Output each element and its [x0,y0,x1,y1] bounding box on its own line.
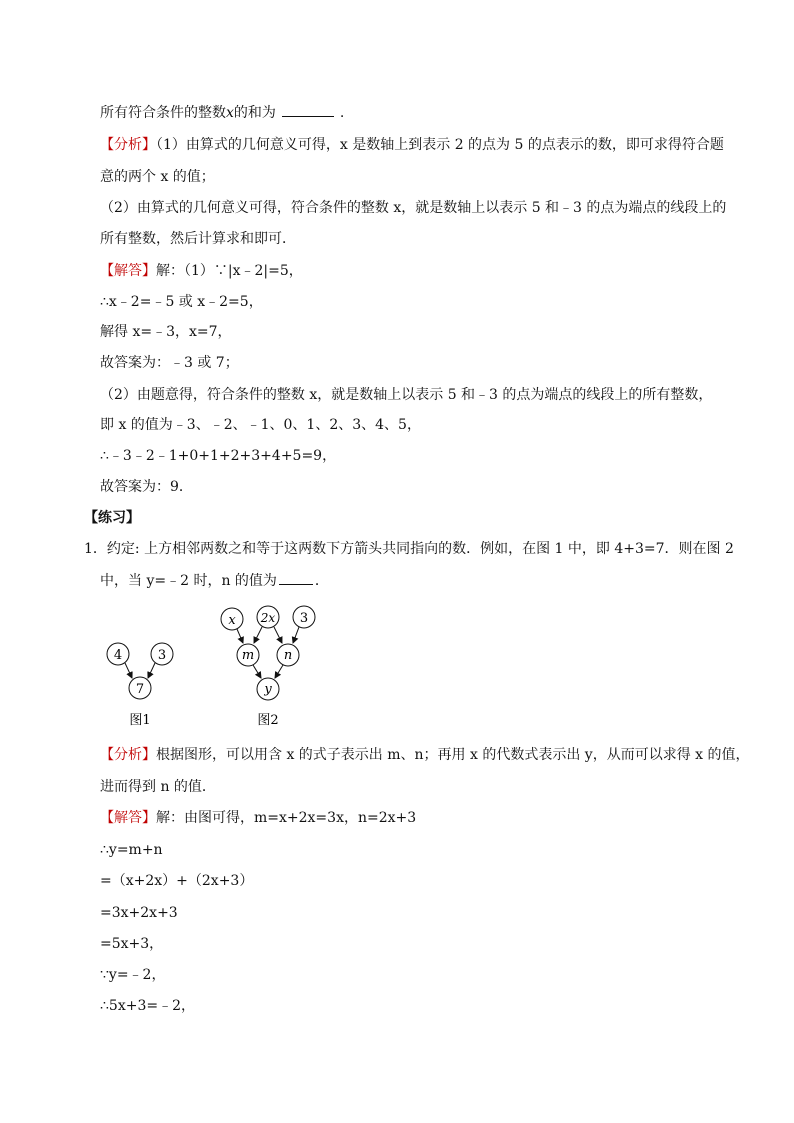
arrow [237,629,243,643]
analysis-line: 意的两个 x 的值； [100,169,215,185]
analysis-line: （2）由算式的几何意义可得，符合条件的整数 x，就是数轴上以表示 5 和﹣3 的点为端点的线段上的 [100,200,727,216]
node-label: 3 [157,648,167,663]
solution-line: =3x+2x+3 [100,905,178,921]
node-label: x [228,613,236,628]
analysis-line: 进而得到 n 的值． [100,779,216,795]
arrow [254,627,262,643]
practice-header: 【练习】 [84,510,140,526]
solution-line: 故答案为：9． [100,479,193,495]
solution-line: ∴y=m+n [100,842,163,858]
solution-line: 解得 x=﹣3，x=7， [100,324,232,340]
node-label: y [264,682,272,697]
figure-caption: 图1 [129,713,151,728]
analysis-line: 【分析】根据图形，可以用含 x 的式子表示出 m、n；再用 x 的代数式表示出 y，从而可以求得 x 的值， [100,747,750,763]
solution-line: 【解答】解：由图可得，m=x+2x=3x，n=2x+3 [100,810,417,826]
figure-caption: 图2 [257,713,279,728]
solution-line: =5x+3， [100,936,164,952]
blank-question-line: 所有符合条件的整数x的和为 . [100,102,344,123]
figure-2-diagram [214,601,324,736]
node-label: m [241,648,255,663]
node-label: 3 [299,611,309,626]
arrow [125,663,132,678]
question-line: 中，当 y=﹣2 时，n 的值为 ． [100,570,329,591]
arrow [293,627,299,643]
figure-1-diagram [100,636,190,736]
node-label: 4 [113,648,123,663]
solution-line: =（x+2x）+（2x+3） [100,873,254,889]
solution-line: ∴5x+3=﹣2， [100,998,195,1014]
solution-line: （2）由题意得，符合条件的整数 x，就是数轴上以表示 5 和﹣3 的点为端点的线段上的所有整数， [100,387,713,403]
answer-blank [282,102,334,117]
analysis-line: 所有整数，然后计算求和即可． [100,231,296,247]
question-line: 1．约定: 上方相邻两数之和等于这两数下方箭头共同指向的数．例如，在图 1 中，即 4+3=7．则在图 2 [84,541,734,557]
arrow [274,627,282,643]
arrow [148,663,155,678]
node-label: 7 [135,682,145,697]
arrow [275,665,283,678]
solution-line: ∴﹣3﹣2﹣1+0+1+2+3+4+5=9， [100,448,337,464]
solution-line: ∵y=﹣2， [100,967,166,983]
solution-line: ∴x﹣2=﹣5 或 x﹣2=5， [100,294,263,310]
node-label: 2x [260,611,276,625]
solution-line: 即 x 的值为﹣3、﹣2、﹣1、0、1、2、3、4、5， [100,417,421,433]
analysis-line: 【分析】（1）由算式的几何意义可得，x 是数轴上到表示 2 的点为 5 的点表示的数，即可求得符合题 [100,137,724,153]
arrow [253,665,261,678]
node-label: n [283,648,293,663]
answer-blank [279,570,313,585]
solution-line: 故答案为：﹣3 或 7； [100,355,239,371]
solution-line: 【解答】解：（1）∵|x﹣2|=5， [100,263,303,279]
